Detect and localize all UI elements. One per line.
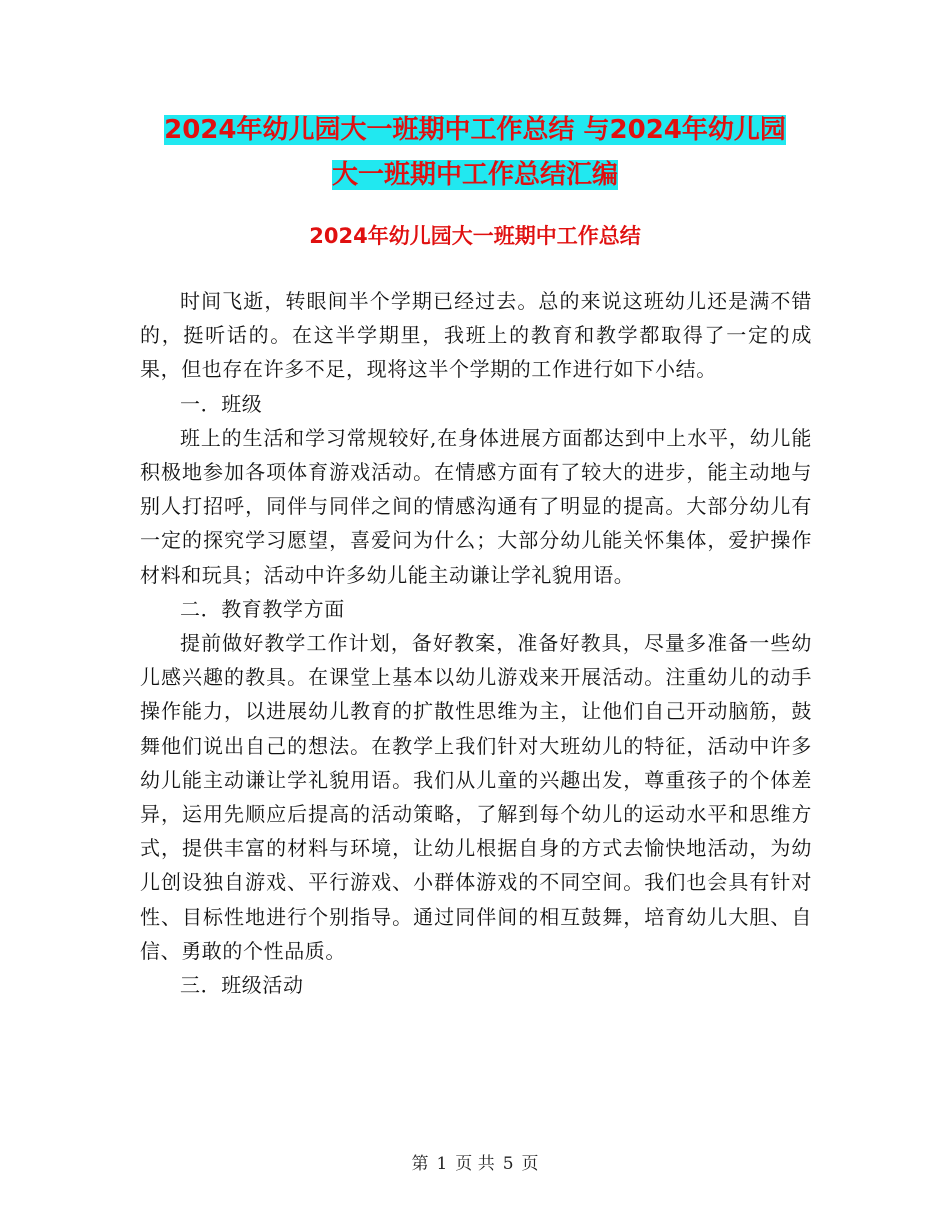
footer-middle: 页 共	[455, 1154, 495, 1174]
total-pages: 5	[502, 1154, 514, 1174]
title-highlight: 大一班期中工作总结汇编	[331, 160, 618, 190]
page-number: 1	[436, 1154, 448, 1174]
intro-paragraph: 时间飞逝，转眼间半个学期已经过去。总的来说这班幼儿还是满不错的，挺听话的。在这半学期里，我班上的教育和教学都取得了一定的成果，但也存在许多不足，现将这半个学期的工作进行如下小结。	[140, 289, 812, 382]
document-body	[140, 284, 812, 1002]
heading-teaching: 二．教育教学方面	[180, 596, 345, 621]
section-title: 2024年幼儿园大一班期中工作总结	[309, 224, 641, 248]
footer-suffix: 页	[521, 1154, 539, 1174]
title-highlight: 2024年幼儿园大一班期中工作总结 与2024年幼儿园	[164, 115, 786, 145]
teaching-paragraph: 提前做好教学工作计划，备好教案，准备好教具，尽量多准备一些幼儿感兴趣的教具。在课堂上基本以幼儿游戏来开展活动。注重幼儿的动手操作能力，以进展幼儿教育的扩散性思维为主，让他们自己开动脑筋，鼓舞他们说出自己的想法。在教学上我们针对大班幼儿的特征，活动中许多幼儿能主动谦让学礼貌用语。我们从儿童的兴趣出发，尊重孩子的个体差异，运用先顺应后提高的活动策略，了解到每个幼儿的运动水平和思维方式，提供丰富的材料与环境，让幼儿根据自身的方式去愉快地活动，为幼儿创设独自游戏、平行游戏、小群体游戏的不同空间。我们也会具有针对性、目标性地进行个别指导。通过同伴间的相互鼓舞，培育幼儿大胆、自信、勇敢的个性品质。	[140, 631, 812, 963]
heading-class: 一．班级	[180, 391, 263, 416]
document-title-line-2	[140, 152, 810, 198]
footer-prefix: 第	[411, 1154, 429, 1174]
heading-activities: 三．班级活动	[180, 973, 304, 998]
page-footer	[0, 1152, 950, 1176]
document-title-line-1	[140, 107, 810, 153]
class-paragraph: 班上的生活和学习常规较好,在身体进展方面都达到中上水平，幼儿能积极地参加各项体育游戏活动。在情感方面有了较大的进步，能主动地与别人打招呼，同伴与同伴之间的情感沟通有了明显的提高。大部分幼儿有一定的探究学习愿望，喜爱问为什么；大部分幼儿能关怀集体，爱护操作材料和玩具；活动中许多幼儿能主动谦让学礼貌用语。	[140, 425, 812, 587]
